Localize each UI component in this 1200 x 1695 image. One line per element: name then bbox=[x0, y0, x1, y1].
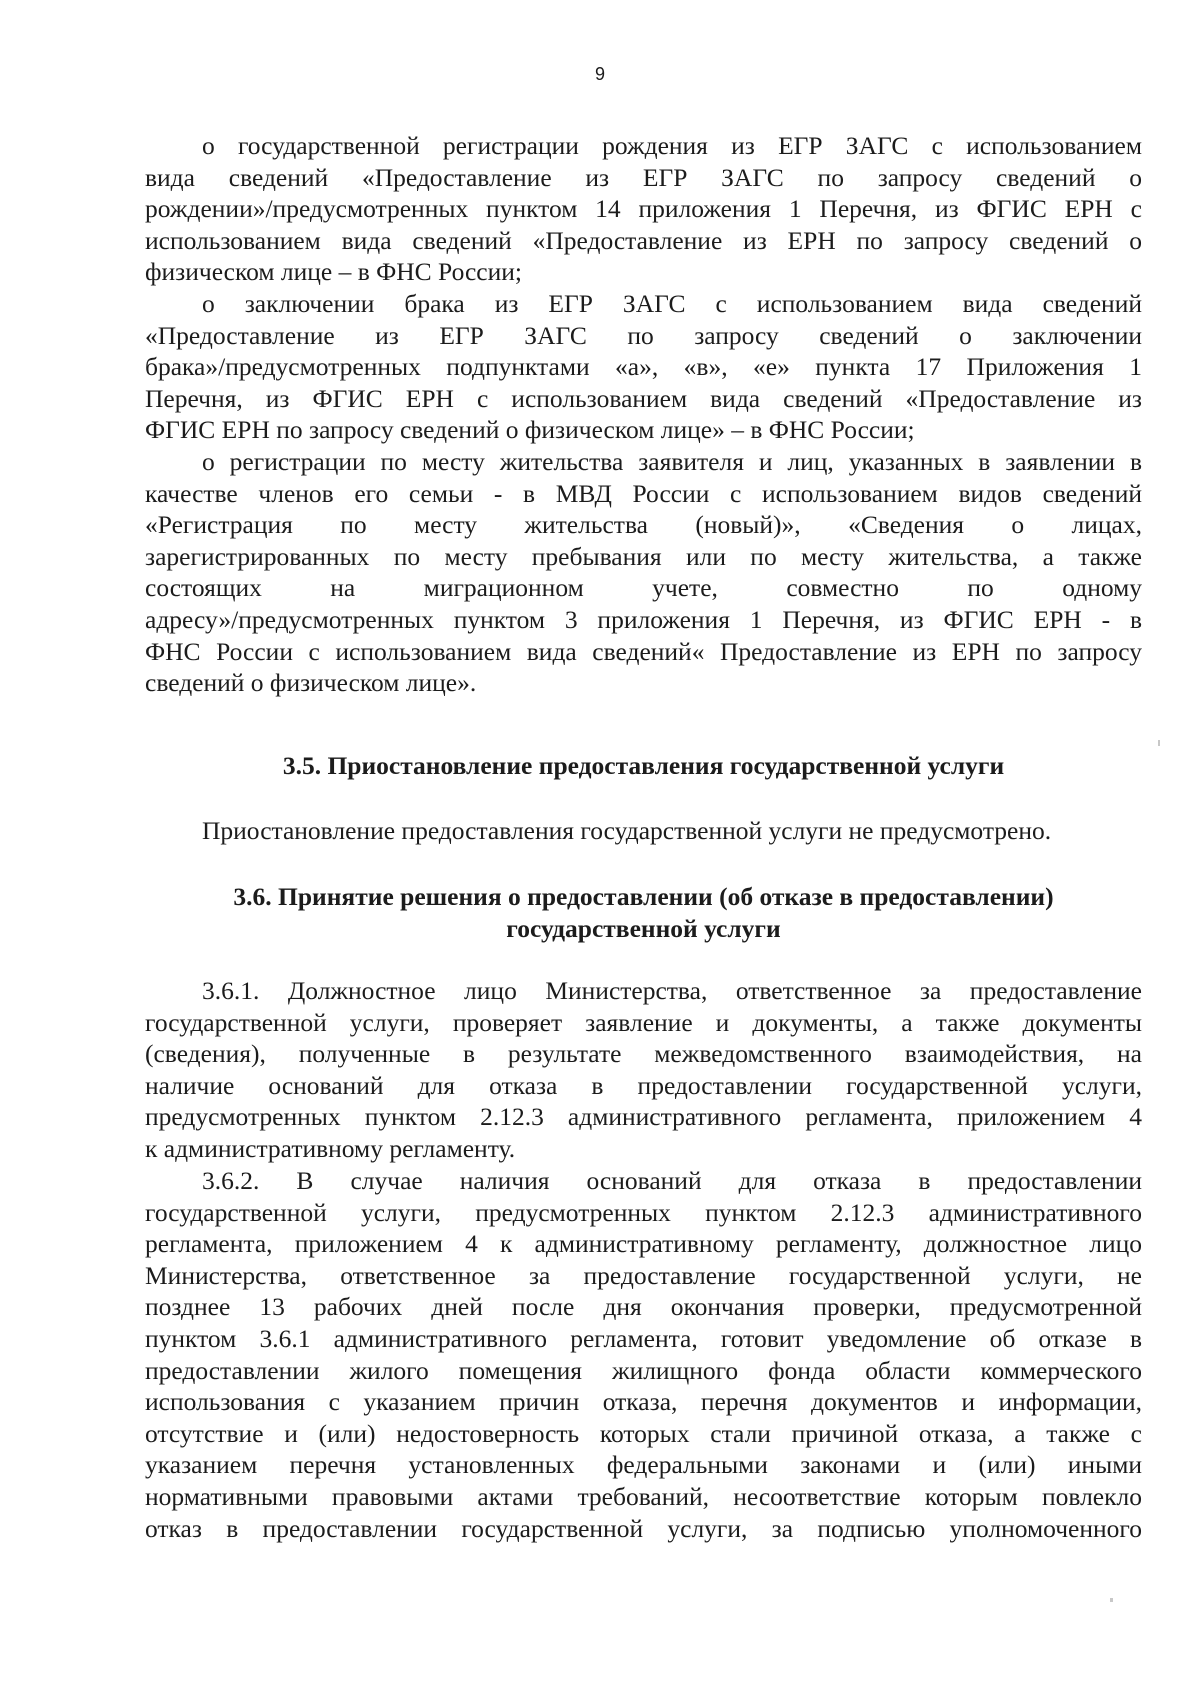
text-line: нормативными правовыми актами требований, несоответствие которым повлекло bbox=[145, 1481, 1142, 1511]
text-line: качестве членов его семьи - в МВД России с использованием видов сведений bbox=[145, 478, 1142, 508]
text-line: Перечня, из ФГИС ЕРН с использованием вида сведений «Предоставление из bbox=[145, 383, 1142, 413]
section-heading-3-6: 3.6. Принятие решения о предоставлении (об отказе в предоставлении) bbox=[233, 882, 1054, 911]
text-line: пунктом 3.6.1 административного регламента, готовит уведомление об отказе в bbox=[145, 1323, 1142, 1353]
text-line: сведений о физическом лице». bbox=[145, 668, 477, 698]
text-line: (сведения), полученные в результате межведомственного взаимодействия, на bbox=[145, 1039, 1142, 1069]
text-line: вида сведений «Предоставление из ЕГР ЗАГС по запросу сведений о bbox=[145, 162, 1142, 192]
text-line: зарегистрированных по месту пребывания или по месту жительства, а также bbox=[145, 541, 1142, 571]
text-line: к административному регламенту. bbox=[145, 1133, 516, 1163]
section-heading-3-6-continued: государственной услуги bbox=[506, 914, 781, 943]
text-line: позднее 13 рабочих дней после дня окончания проверки, предусмотренной bbox=[145, 1292, 1142, 1322]
paragraph-birth-registration bbox=[145, 130, 1142, 288]
text-line: физическом лице – в ФНС России; bbox=[145, 257, 522, 287]
text-line: рождении»/предусмотренных пунктом 14 приложения 1 Перечня, из ФГИС ЕРН с bbox=[145, 194, 1142, 224]
text-line: о государственной регистрации рождения из ЕГР ЗАГС с использованием bbox=[202, 131, 1142, 160]
text-line: 3.6.2. В случае наличия оснований для отказа в предоставлении bbox=[202, 1166, 1142, 1195]
paragraph-3-6-2 bbox=[145, 1165, 1142, 1544]
text-line: указанием перечня установленных федеральными законами и (или) иными bbox=[145, 1450, 1142, 1480]
text-line: предоставлении жилого помещения жилищного фонда области коммерческого bbox=[145, 1355, 1142, 1385]
text-line: 3.6.1. Должностное лицо Министерства, ответственное за предоставление bbox=[202, 976, 1142, 1005]
paragraph-marriage bbox=[145, 288, 1142, 446]
section-3-5-text: Приостановление предоставления государственной услуги не предусмотрено. bbox=[202, 816, 1052, 845]
text-line: о заключении брака из ЕГР ЗАГС с использованием вида сведений bbox=[202, 289, 1142, 318]
page-number: 9 bbox=[594, 64, 605, 84]
text-line: о регистрации по месту жительства заявителя и лиц, указанных в заявлении в bbox=[202, 447, 1142, 476]
text-line: использованием вида сведений «Предоставление из ЕРН по запросу сведений о bbox=[145, 225, 1142, 255]
text-line: состоящих на миграционном учете, совместно по одному bbox=[145, 573, 1142, 603]
text-line: использования с указанием причин отказа, перечня документов и информации, bbox=[145, 1387, 1142, 1417]
text-line: наличие оснований для отказа в предоставлении государственной услуги, bbox=[145, 1070, 1142, 1100]
text-line: отсутствие и (или) недостоверность которых стали причиной отказа, а также с bbox=[145, 1418, 1142, 1448]
text-line: «Регистрация по месту жительства (новый)», «Сведения о лицах, bbox=[145, 510, 1142, 540]
paragraph-residence bbox=[145, 446, 1142, 699]
scan-artifact bbox=[1158, 740, 1160, 746]
paragraph-3-6-1 bbox=[145, 975, 1142, 1165]
text-line: ФГИС ЕРН по запросу сведений о физическом лице» – в ФНС России; bbox=[145, 415, 915, 445]
text-line: государственной услуги, проверяет заявление и документы, а также документы bbox=[145, 1007, 1142, 1037]
section-heading-3-5: 3.5. Приостановление предоставления государственной услуги bbox=[282, 751, 1005, 780]
text-line: адресу»/предусмотренных пунктом 3 приложения 1 Перечня, из ФГИС ЕРН - в bbox=[145, 604, 1142, 634]
text-line: Министерства, ответственное за предоставление государственной услуги, не bbox=[145, 1260, 1142, 1290]
text-line: брака»/предусмотренных подпунктами «а», «в», «е» пункта 17 Приложения 1 bbox=[145, 352, 1142, 382]
scan-artifact bbox=[1110, 1598, 1113, 1602]
text-line: регламента, приложением 4 к административному регламенту, должностное лицо bbox=[145, 1229, 1142, 1259]
text-line: государственной услуги, предусмотренных пунктом 2.12.3 административного bbox=[145, 1197, 1142, 1227]
text-line: отказ в предоставлении государственной услуги, за подписью уполномоченного bbox=[145, 1513, 1142, 1543]
text-line: предусмотренных пунктом 2.12.3 административного регламента, приложением 4 bbox=[145, 1102, 1142, 1132]
text-line: ФНС России с использованием вида сведений« Предоставление из ЕРН по запросу bbox=[145, 636, 1142, 666]
text-line: «Предоставление из ЕГР ЗАГС по запросу сведений о заключении bbox=[145, 320, 1142, 350]
